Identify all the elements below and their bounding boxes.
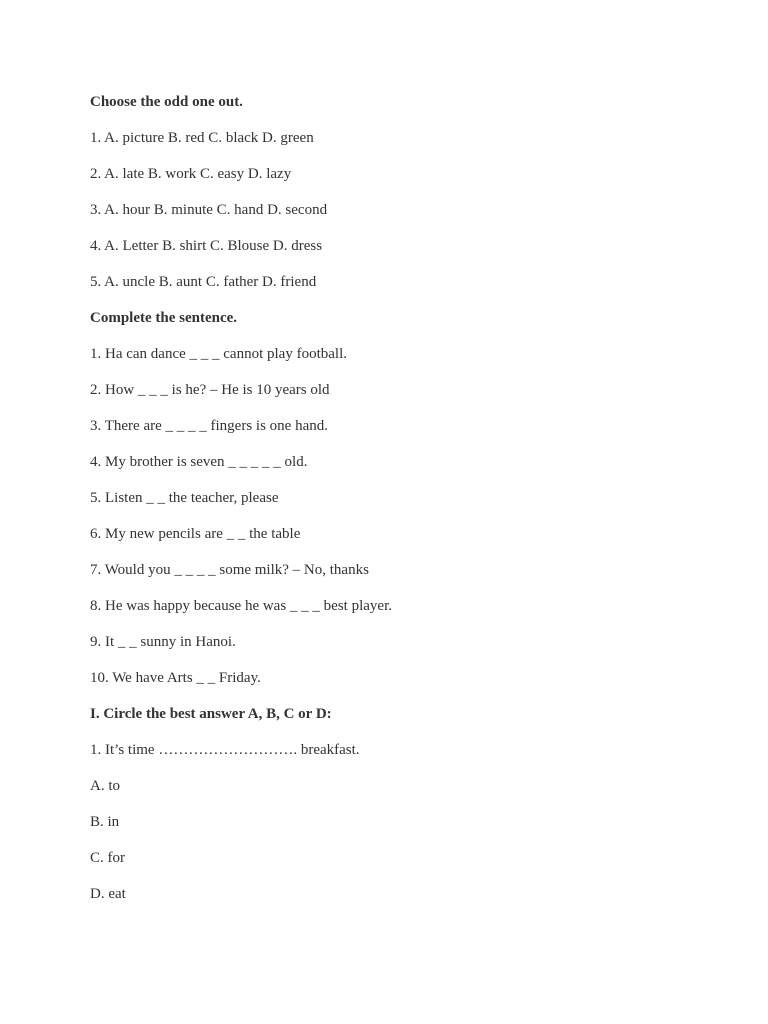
circle-answer-question-1: 1. It’s time ………………………. breakfast. bbox=[90, 742, 360, 758]
complete-sentence-item-2: 2. How _ _ _ is he? – He is 10 years old bbox=[90, 382, 330, 398]
complete-sentence-item-4: 4. My brother is seven _ _ _ _ _ old. bbox=[90, 454, 308, 470]
complete-sentence-item-9: 9. It _ _ sunny in Hanoi. bbox=[90, 634, 236, 650]
answer-option-b: B. in bbox=[90, 814, 120, 830]
complete-sentence-item-3: 3. There are _ _ _ _ fingers is one hand. bbox=[90, 418, 328, 434]
complete-sentence-item-1: 1. Ha can dance _ _ _ cannot play football. bbox=[90, 346, 347, 362]
complete-sentence-heading: Complete the sentence. bbox=[90, 310, 238, 326]
complete-sentence-item-8: 8. He was happy because he was _ _ _ best player. bbox=[90, 598, 392, 614]
document-page bbox=[90, 92, 710, 920]
answer-option-c: C. for bbox=[90, 850, 125, 866]
odd-one-out-item-5: 5. A. uncle B. aunt C. father D. friend bbox=[90, 274, 317, 290]
odd-one-out-item-4: 4. A. Letter B. shirt C. Blouse D. dress bbox=[90, 238, 323, 254]
answer-option-a: A. to bbox=[90, 778, 120, 794]
complete-sentence-item-6: 6. My new pencils are _ _ the table bbox=[90, 526, 301, 542]
complete-sentence-item-10: 10. We have Arts _ _ Friday. bbox=[90, 670, 261, 686]
circle-answer-heading: I. Circle the best answer A, B, C or D: bbox=[90, 706, 332, 722]
answer-option-d: D. eat bbox=[90, 886, 126, 902]
odd-one-out-item-2: 2. A. late B. work C. easy D. lazy bbox=[90, 166, 292, 182]
odd-one-out-heading: Choose the odd one out. bbox=[90, 94, 243, 110]
odd-one-out-item-1: 1. A. picture B. red C. black D. green bbox=[90, 130, 314, 146]
odd-one-out-item-3: 3. A. hour B. minute C. hand D. second bbox=[90, 202, 328, 218]
complete-sentence-item-7: 7. Would you _ _ _ _ some milk? – No, thanks bbox=[90, 562, 369, 578]
complete-sentence-item-5: 5. Listen _ _ the teacher, please bbox=[90, 490, 279, 506]
